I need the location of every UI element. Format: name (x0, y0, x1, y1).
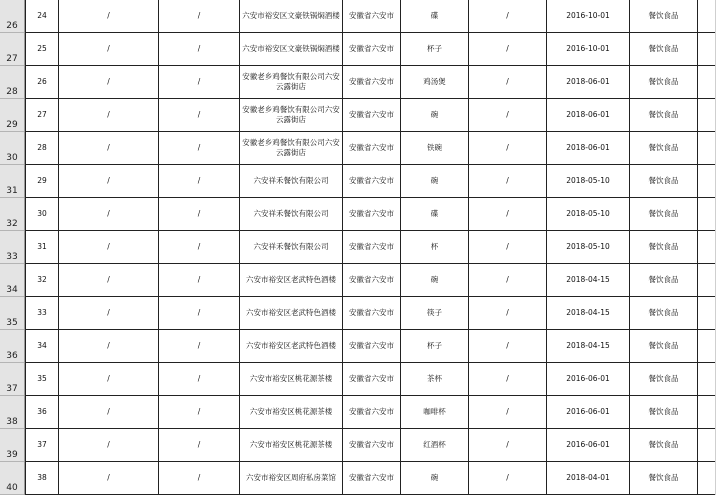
cell-province[interactable]: 安徽省六安市 (343, 0, 401, 33)
cell-province[interactable]: 安徽省六安市 (343, 66, 401, 99)
cell-col7[interactable]: / (469, 33, 547, 66)
cell-empty[interactable] (698, 330, 716, 363)
cell-category[interactable]: 餐饮食品 (630, 264, 698, 297)
cell-col2[interactable]: / (159, 330, 240, 363)
row-header[interactable]: 28 (0, 66, 24, 99)
row-header[interactable]: 31 (0, 165, 24, 198)
cell-col1[interactable]: / (59, 429, 159, 462)
cell-empty[interactable] (698, 231, 716, 264)
cell-item[interactable]: 碟 (401, 0, 469, 33)
cell-item[interactable]: 茶杯 (401, 363, 469, 396)
cell-date[interactable]: 2016-06-01 (547, 396, 630, 429)
cell-col7[interactable]: / (469, 99, 547, 132)
cell-name[interactable]: 六安市裕安区桃花源茶楼 (240, 429, 343, 462)
cell-date[interactable]: 2016-06-01 (547, 429, 630, 462)
cell-col2[interactable]: / (159, 462, 240, 495)
cell-date[interactable]: 2018-04-15 (547, 297, 630, 330)
cell-item[interactable]: 红酒杯 (401, 429, 469, 462)
cell-date[interactable]: 2016-06-01 (547, 363, 630, 396)
table-row (26, 264, 716, 297)
cell-province[interactable]: 安徽省六安市 (343, 264, 401, 297)
cell-name[interactable]: 六安市裕安区文豪铁锅焖酒楼 (240, 33, 343, 66)
cell-empty[interactable] (698, 462, 716, 495)
cell-col1[interactable]: / (59, 165, 159, 198)
cell-col2[interactable]: / (159, 264, 240, 297)
cell-col7[interactable]: / (469, 0, 547, 33)
cell-col1[interactable]: / (59, 132, 159, 165)
row-header[interactable]: 29 (0, 99, 24, 132)
table-row (26, 297, 716, 330)
cell-col1[interactable]: / (59, 396, 159, 429)
cell-col2[interactable]: / (159, 429, 240, 462)
table-row (26, 462, 716, 495)
cell-serial[interactable]: 36 (26, 396, 59, 429)
row-header[interactable]: 26 (0, 0, 24, 33)
cell-serial[interactable]: 38 (26, 462, 59, 495)
cell-province[interactable]: 安徽省六安市 (343, 33, 401, 66)
table-row (26, 396, 716, 429)
cell-item[interactable]: 鸡汤煲 (401, 66, 469, 99)
cell-col7[interactable]: / (469, 198, 547, 231)
table-row (26, 231, 716, 264)
cell-name[interactable]: 六安市裕安区文豪铁锅焖酒楼 (240, 0, 343, 33)
cell-category[interactable]: 餐饮食品 (630, 165, 698, 198)
cell-category[interactable]: 餐饮食品 (630, 198, 698, 231)
cell-col1[interactable]: / (59, 33, 159, 66)
cell-col2[interactable]: / (159, 396, 240, 429)
cell-empty[interactable] (698, 33, 716, 66)
cell-col1[interactable]: / (59, 198, 159, 231)
cell-serial[interactable]: 28 (26, 132, 59, 165)
cell-date[interactable]: 2018-04-01 (547, 462, 630, 495)
row-header[interactable]: 35 (0, 297, 24, 330)
cell-name[interactable]: 六安祥禾餐饮有限公司 (240, 165, 343, 198)
cell-category[interactable]: 餐饮食品 (630, 330, 698, 363)
cell-province[interactable]: 安徽省六安市 (343, 396, 401, 429)
cell-serial[interactable]: 30 (26, 198, 59, 231)
cell-col2[interactable]: / (159, 231, 240, 264)
row-number-column (0, 0, 25, 495)
cell-serial[interactable]: 26 (26, 66, 59, 99)
cell-item[interactable]: 碗 (401, 165, 469, 198)
cell-col2[interactable]: / (159, 132, 240, 165)
cell-province[interactable]: 安徽省六安市 (343, 330, 401, 363)
cell-serial[interactable]: 27 (26, 99, 59, 132)
cell-col2[interactable]: / (159, 363, 240, 396)
cell-col2[interactable]: / (159, 99, 240, 132)
row-header[interactable]: 34 (0, 264, 24, 297)
table-row (26, 99, 716, 132)
cell-col7[interactable]: / (469, 330, 547, 363)
cell-col1[interactable]: / (59, 0, 159, 33)
cell-serial[interactable]: 33 (26, 297, 59, 330)
cell-empty[interactable] (698, 396, 716, 429)
cell-category[interactable]: 餐饮食品 (630, 462, 698, 495)
cell-province[interactable]: 安徽省六安市 (343, 363, 401, 396)
cell-serial[interactable]: 35 (26, 363, 59, 396)
cell-col1[interactable]: / (59, 264, 159, 297)
cell-serial[interactable]: 32 (26, 264, 59, 297)
cell-col7[interactable]: / (469, 396, 547, 429)
cell-category[interactable]: 餐饮食品 (630, 33, 698, 66)
table-row (26, 66, 716, 99)
cell-serial[interactable]: 24 (26, 0, 59, 33)
table-row (26, 330, 716, 363)
cell-col1[interactable]: / (59, 363, 159, 396)
cell-col7[interactable]: / (469, 429, 547, 462)
cell-date[interactable]: 2018-04-15 (547, 330, 630, 363)
cell-item[interactable]: 碗 (401, 264, 469, 297)
cell-empty[interactable] (698, 165, 716, 198)
cell-date[interactable]: 2018-06-01 (547, 132, 630, 165)
cell-province[interactable]: 安徽省六安市 (343, 429, 401, 462)
row-header[interactable]: 40 (0, 462, 24, 495)
cell-category[interactable]: 餐饮食品 (630, 396, 698, 429)
cell-col7[interactable]: / (469, 462, 547, 495)
cell-item[interactable]: 杯子 (401, 330, 469, 363)
cell-name[interactable]: 安徽老乡鸡餐饮有限公司六安云露街店 (240, 66, 343, 99)
cell-col2[interactable]: / (159, 165, 240, 198)
cell-name[interactable]: 六安祥禾餐饮有限公司 (240, 231, 343, 264)
table-row (26, 363, 716, 396)
cell-name[interactable]: 六安市裕安区老武特色酒楼 (240, 264, 343, 297)
table-row (26, 33, 716, 66)
cell-item[interactable]: 咖啡杯 (401, 396, 469, 429)
cell-empty[interactable] (698, 99, 716, 132)
cell-date[interactable]: 2018-05-10 (547, 231, 630, 264)
cell-province[interactable]: 安徽省六安市 (343, 132, 401, 165)
cell-col7[interactable]: / (469, 297, 547, 330)
cell-province[interactable]: 安徽省六安市 (343, 462, 401, 495)
cell-serial[interactable]: 29 (26, 165, 59, 198)
cell-col1[interactable]: / (59, 462, 159, 495)
cell-item[interactable]: 铁碗 (401, 132, 469, 165)
cell-item[interactable]: 筷子 (401, 297, 469, 330)
row-header[interactable]: 33 (0, 231, 24, 264)
cell-province[interactable]: 安徽省六安市 (343, 99, 401, 132)
cell-date[interactable]: 2018-05-10 (547, 165, 630, 198)
cell-col1[interactable]: / (59, 231, 159, 264)
cell-col7[interactable]: / (469, 66, 547, 99)
cell-item[interactable]: 碗 (401, 99, 469, 132)
cell-col7[interactable]: / (469, 165, 547, 198)
cell-province[interactable]: 安徽省六安市 (343, 198, 401, 231)
cell-name[interactable]: 六安市裕安区桃花源茶楼 (240, 396, 343, 429)
cell-col1[interactable]: / (59, 66, 159, 99)
cell-empty[interactable] (698, 0, 716, 33)
cell-name[interactable]: 安徽老乡鸡餐饮有限公司六安云露街店 (240, 132, 343, 165)
cell-col2[interactable]: / (159, 198, 240, 231)
cell-date[interactable]: 2016-10-01 (547, 33, 630, 66)
cell-serial[interactable]: 25 (26, 33, 59, 66)
cell-serial[interactable]: 37 (26, 429, 59, 462)
cell-date[interactable]: 2016-10-01 (547, 0, 630, 33)
cell-empty[interactable] (698, 363, 716, 396)
cell-col1[interactable]: / (59, 99, 159, 132)
cell-name[interactable]: 六安市裕安区桃花源茶楼 (240, 363, 343, 396)
row-header[interactable]: 37 (0, 363, 24, 396)
cell-category[interactable]: 餐饮食品 (630, 132, 698, 165)
cell-item[interactable]: 杯子 (401, 33, 469, 66)
cell-empty[interactable] (698, 429, 716, 462)
cell-name[interactable]: 六安祥禾餐饮有限公司 (240, 198, 343, 231)
cell-category[interactable]: 餐饮食品 (630, 231, 698, 264)
cell-col7[interactable]: / (469, 363, 547, 396)
cell-name[interactable]: 安徽老乡鸡餐饮有限公司六安云露街店 (240, 99, 343, 132)
cell-date[interactable]: 2018-04-15 (547, 264, 630, 297)
cell-category[interactable]: 餐饮食品 (630, 429, 698, 462)
row-header[interactable]: 27 (0, 33, 24, 66)
table-row (26, 429, 716, 462)
cell-empty[interactable] (698, 66, 716, 99)
cell-col7[interactable]: / (469, 264, 547, 297)
cell-empty[interactable] (698, 132, 716, 165)
cell-col2[interactable]: / (159, 33, 240, 66)
cell-name[interactable]: 六安市裕安区老武特色酒楼 (240, 297, 343, 330)
cell-date[interactable]: 2018-05-10 (547, 198, 630, 231)
cell-category[interactable]: 餐饮食品 (630, 99, 698, 132)
cell-empty[interactable] (698, 198, 716, 231)
cell-name[interactable]: 六安市裕安区老武特色酒楼 (240, 330, 343, 363)
row-header[interactable]: 30 (0, 132, 24, 165)
cell-category[interactable]: 餐饮食品 (630, 297, 698, 330)
cell-col7[interactable]: / (469, 132, 547, 165)
cell-col2[interactable]: / (159, 66, 240, 99)
table-row (26, 132, 716, 165)
cell-col7[interactable]: / (469, 231, 547, 264)
cell-col1[interactable]: / (59, 297, 159, 330)
cell-serial[interactable]: 34 (26, 330, 59, 363)
cell-province[interactable]: 安徽省六安市 (343, 165, 401, 198)
cell-date[interactable]: 2018-06-01 (547, 66, 630, 99)
cell-col2[interactable]: / (159, 0, 240, 33)
cell-category[interactable]: 餐饮食品 (630, 363, 698, 396)
cell-item[interactable]: 碟 (401, 198, 469, 231)
cell-category[interactable]: 餐饮食品 (630, 0, 698, 33)
cell-item[interactable]: 杯 (401, 231, 469, 264)
cell-empty[interactable] (698, 297, 716, 330)
gridline-right (715, 0, 716, 495)
table-row (26, 198, 716, 231)
table-row (26, 165, 716, 198)
cell-serial[interactable]: 31 (26, 231, 59, 264)
data-table (25, 0, 716, 495)
cell-item[interactable]: 碗 (401, 462, 469, 495)
cell-category[interactable]: 餐饮食品 (630, 66, 698, 99)
cell-date[interactable]: 2018-06-01 (547, 99, 630, 132)
row-header[interactable]: 32 (0, 198, 24, 231)
row-header[interactable]: 38 (0, 396, 24, 429)
row-header[interactable]: 39 (0, 429, 24, 462)
cell-empty[interactable] (698, 264, 716, 297)
cell-col1[interactable]: / (59, 330, 159, 363)
table-row (26, 0, 716, 33)
cell-name[interactable]: 六安市裕安区周府私房菜馆 (240, 462, 343, 495)
row-header[interactable]: 36 (0, 330, 24, 363)
cell-col2[interactable]: / (159, 297, 240, 330)
cell-province[interactable]: 安徽省六安市 (343, 231, 401, 264)
cell-province[interactable]: 安徽省六安市 (343, 297, 401, 330)
